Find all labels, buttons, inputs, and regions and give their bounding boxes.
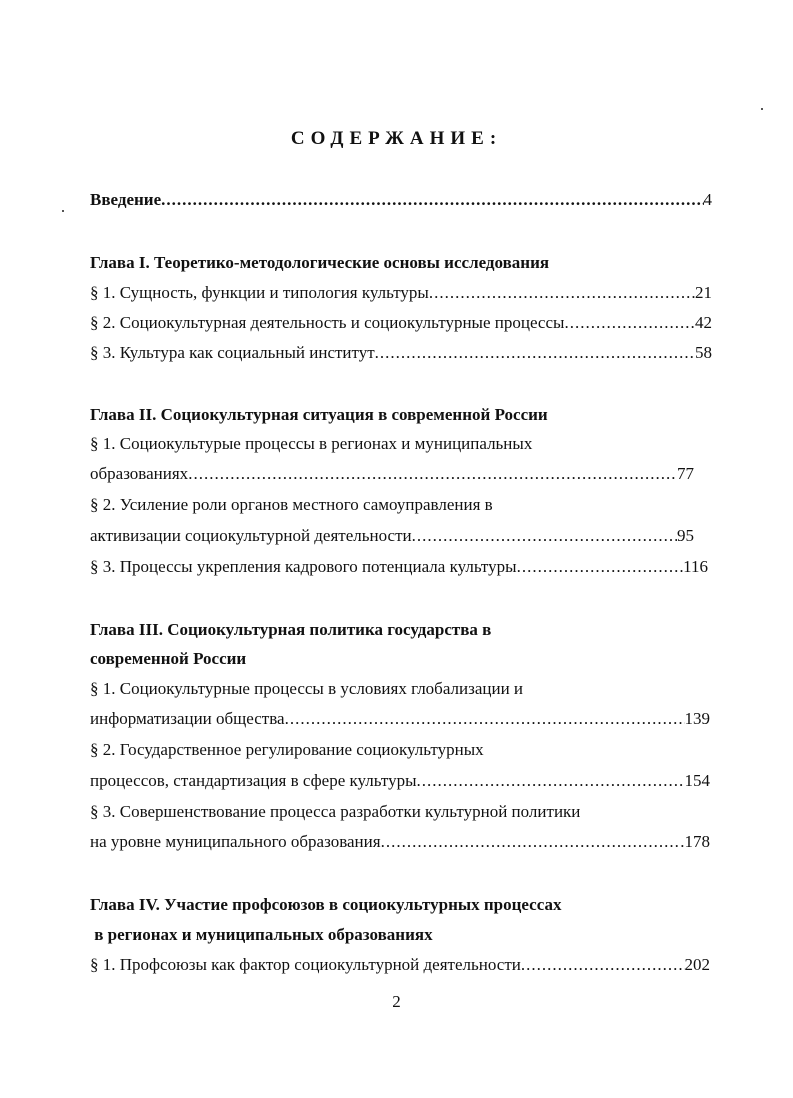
toc-entry-label: § 1. Профсоюзы как фактор социокультурной деятельности (90, 955, 521, 974)
toc-entry-page: 139 (684, 709, 710, 728)
toc-entry (90, 463, 694, 485)
toc-entry (90, 525, 694, 547)
toc-entry-page: 4 (703, 190, 712, 209)
toc-entry-line: § 2. Государственное регулирование социокультурных (90, 740, 484, 759)
toc-entry (90, 342, 712, 364)
toc-leader-dots (521, 954, 685, 976)
toc-entry-page: 202 (684, 955, 710, 974)
toc-entry-label: на уровне муниципального образования (90, 832, 381, 851)
toc-entry-line: § 2. Усиление роли органов местного самоуправления в (90, 495, 493, 514)
toc-entry-label: процессов, стандартизация в сфере культуры (90, 771, 417, 790)
toc-leader-dots (188, 463, 677, 485)
toc-entry-label: § 1. Сущность, функции и типология культуры (90, 283, 429, 302)
toc-entry-label: § 2. Социокультурная деятельность и социокультурные процессы (90, 313, 565, 332)
toc-entry (90, 954, 710, 976)
toc-entry-page: 154 (684, 771, 710, 790)
toc-leader-dots (412, 525, 677, 547)
toc-entry-page: 58 (695, 343, 712, 362)
chapter-heading: Глава III. Социокультурная политика государства в (90, 620, 492, 639)
toc-entry (90, 770, 710, 792)
chapter-heading-cont: в регионах и муниципальных образованиях (90, 925, 433, 944)
chapter-heading-cont: современной России (90, 649, 247, 668)
toc-leader-dots (161, 189, 703, 211)
toc-entry (90, 312, 712, 334)
toc-leader-dots (564, 312, 695, 334)
toc-leader-dots (517, 556, 684, 578)
chapter-heading: Глава IV. Участие профсоюзов в социокультурных процессах (90, 895, 562, 914)
toc-leader-dots (285, 708, 685, 730)
toc-entry-label: § 3. Процессы укрепления кадрового потенциала культуры (90, 557, 517, 576)
toc-entry (90, 556, 708, 578)
scan-speck (761, 108, 763, 110)
toc-entry-line: § 1. Социокультурные процессы в условиях глобализации и (90, 679, 524, 698)
toc-entry-page: 116 (683, 557, 708, 576)
toc-entry-line: § 3. Совершенствование процесса разработки культурной политики (90, 802, 581, 821)
chapter-heading: Глава II. Социокультурная ситуация в современной России (90, 405, 548, 424)
page-number: 2 (392, 992, 401, 1011)
toc-title: СОДЕРЖАНИЕ: (290, 128, 503, 149)
toc-entry-page: 77 (677, 464, 694, 483)
toc-entry (90, 708, 710, 730)
toc-entry-page: .178 (680, 832, 710, 851)
toc-leader-dots (417, 770, 685, 792)
toc-entry (90, 282, 712, 304)
toc-entry-label: информатизации общества (90, 709, 285, 728)
toc-leader-dots (381, 831, 681, 853)
toc-entry-page: 42 (695, 313, 712, 332)
toc-entry-label: активизации социокультурной деятельности (90, 526, 412, 545)
toc-entry-page: 21 (695, 283, 712, 302)
toc-entry-intro (90, 189, 712, 211)
toc-entry-label: § 3. Культура как социальный институт (90, 343, 375, 362)
toc-leader-dots (375, 342, 695, 364)
toc-entry (90, 831, 710, 853)
chapter-heading: Глава I. Теоретико-методологические основы исследования (90, 253, 550, 272)
toc-entry-line: § 1. Социокультурые процессы в регионах и муниципальных (90, 434, 533, 453)
toc-entry-page: 95 (677, 526, 694, 545)
toc-entry-label: Введение (90, 190, 162, 209)
toc-entry-label: образованиях (90, 464, 189, 483)
toc-leader-dots (429, 282, 695, 304)
scan-speck (62, 210, 64, 212)
